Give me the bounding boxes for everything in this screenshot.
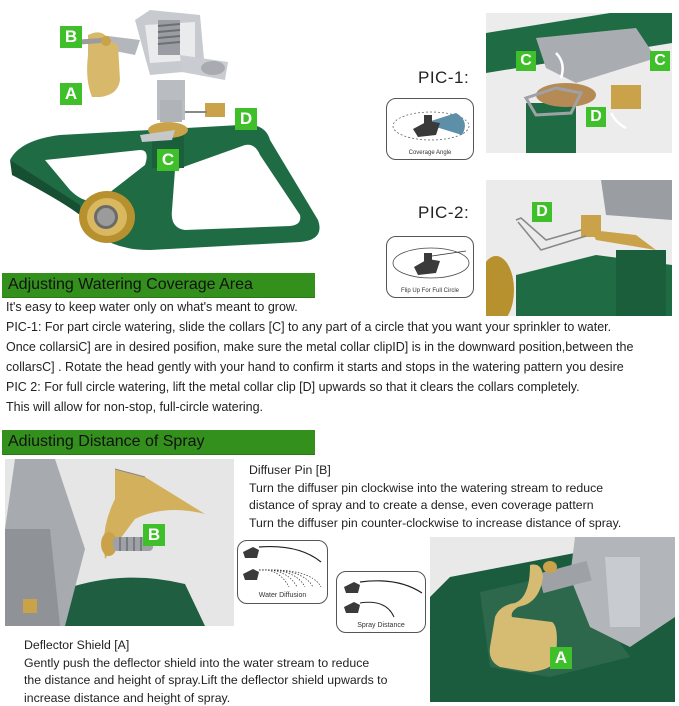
coverage-line-5: PIC 2: For full circle watering, lift the metal collar clip [D] upwards so that it clears the collars completely. (6, 380, 580, 394)
coverage-area-heading: Adjusting Watering Coverage Area (2, 273, 315, 298)
coverage-angle-caption: Coverage Angle (408, 150, 452, 156)
collar-closeup-illustration (486, 13, 672, 153)
coverage-line-6: This will allow for non-stop, full-circle watering. (6, 400, 264, 414)
coverage-angle-icon (388, 101, 474, 151)
label-b: B (60, 26, 82, 48)
diffuser-line-2: distance of spray and to create a dense, even coverage pattern (249, 498, 594, 512)
spray-distance-heading: Adiusting Distance of Spray (2, 430, 315, 455)
pic1-title: PIC-1: (418, 68, 470, 87)
diffuser-line-3: Turn the diffuser pin counter-clockwise to increase distance of spray. (249, 515, 622, 530)
pic1-label-c-left: C (516, 51, 536, 71)
spray-distance-card (336, 571, 426, 633)
flip-up-card (386, 236, 474, 298)
pic1-label-c-right: C (650, 51, 670, 71)
diffuser-pin-text (249, 462, 621, 532)
diffuser-pin-illustration (5, 459, 234, 626)
label-d: D (235, 108, 257, 130)
clip-lifted-illustration (486, 180, 672, 316)
pic1-photo (486, 13, 672, 153)
pic1-label-d: D (586, 107, 606, 127)
flip-up-caption: Flip Up For Full Circle (400, 288, 459, 294)
coverage-angle-card (386, 98, 474, 160)
deflector-shield-illustration (430, 537, 675, 702)
water-diffusion-icon (239, 542, 328, 592)
coverage-line-1: It's easy to keep water only on what's meant to grow. (6, 300, 298, 314)
coverage-line-2: PIC-1: For part circle watering, slide the collars [C] to any part of a circle that you want your sprinkler to water. (6, 320, 612, 334)
deflector-shield-photo (430, 537, 675, 702)
deflector-shield-text (24, 637, 387, 706)
product-hero-image (0, 0, 340, 268)
spray-distance-caption: Spray Distance (357, 622, 405, 629)
deflector-line-1: Gently push the deflector shield into the water stream to reduce (24, 655, 370, 670)
label-a-photo: A (550, 647, 572, 669)
flip-up-icon (388, 239, 474, 289)
coverage-line-3: Once collarsiC] are in desired posifion, make sure the metal collar clipID] is in the downward position,between the (6, 340, 634, 354)
deflector-line-3: increase distance and height of spray. (24, 690, 231, 705)
deflector-line-2: the distance and height of spray.Lift the deflector shield upwards to (24, 673, 388, 687)
deflector-title: Deflector Shield [A] (24, 638, 130, 652)
sprinkler-illustration (0, 0, 340, 268)
pic2-label-d: D (532, 202, 552, 222)
diffuser-line-1: Turn the diffuser pin clockwise into the watering stream to reduce (249, 480, 604, 495)
pic2-title: PIC-2: (418, 203, 470, 222)
diffuser-pin-photo (5, 459, 234, 626)
coverage-area-text (6, 297, 633, 417)
coverage-line-4: collarsC] . Rotate the head gently with your hand to confirm it starts and stops in the watering pattern you desire (6, 360, 624, 374)
spray-distance-icon (338, 573, 426, 621)
label-a: A (60, 83, 82, 105)
label-b-photo: B (143, 524, 165, 546)
water-diffusion-caption: Water Diffusion (258, 592, 307, 599)
label-c: C (157, 149, 179, 171)
diffuser-title: Diffuser Pin [B] (249, 463, 331, 477)
water-diffusion-card (237, 540, 328, 604)
pic2-photo (486, 180, 672, 316)
